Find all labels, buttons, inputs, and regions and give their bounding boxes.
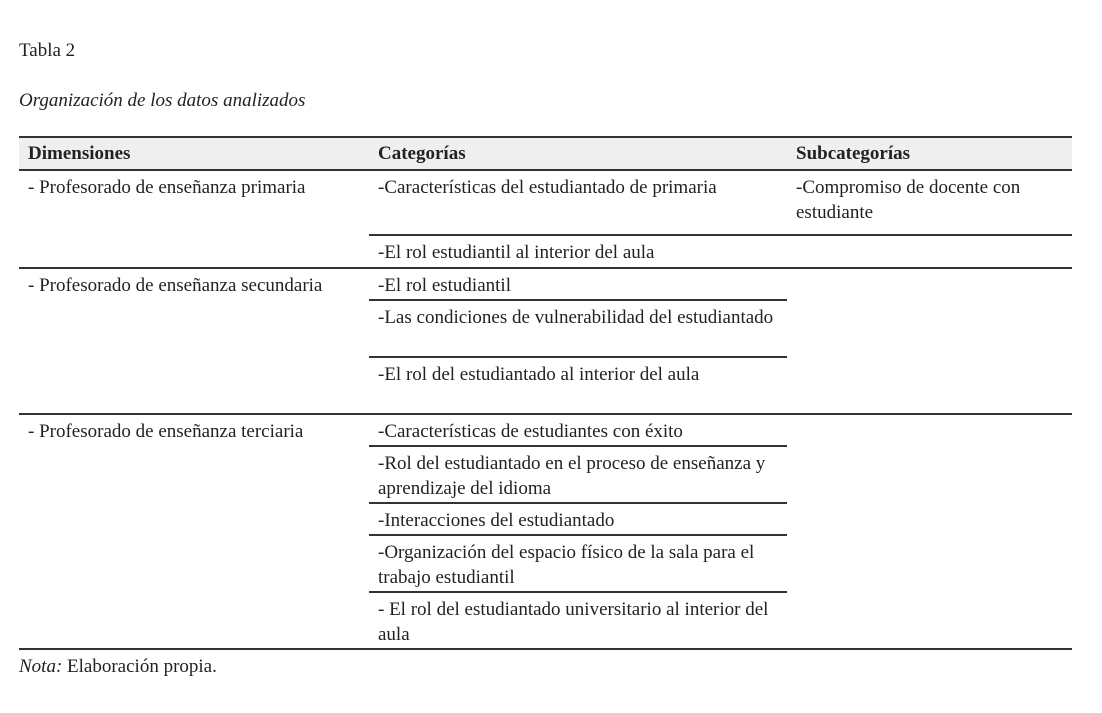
dimension-cell: - Profesorado de enseñanza secundaria [28, 275, 323, 296]
category-cell: -Características de estudiantes con éxito [369, 415, 787, 447]
header-categorias: Categorías [378, 142, 466, 164]
subcategory-cell [787, 236, 1072, 267]
header-subcategorias: Subcategorías [796, 142, 910, 164]
category-cell: -El rol estudiantil [369, 269, 787, 301]
data-table [19, 136, 1072, 650]
subcategory-cell-empty [787, 269, 1072, 413]
note-text: Elaboración propia. [62, 656, 217, 677]
table-note [19, 656, 217, 678]
dimension-cell: - Profesorado de enseñanza terciaria [28, 421, 304, 442]
category-cell: - El rol del estudiantado universitario al interior del aula [378, 599, 769, 645]
table-number: Tabla 2 [19, 40, 76, 61]
dimension-cell: - Profesorado de enseñanza primaria [28, 177, 306, 198]
table-group-terciaria [19, 415, 1072, 648]
table-caption: Organización de los datos analizados [19, 90, 306, 111]
category-cell: -Las condiciones de vulnerabilidad del estudiantado [369, 301, 787, 358]
header-dimensiones: Dimensiones [28, 142, 131, 164]
category-cell: -Rol del estudiantado en el proceso de enseñanza y aprendizaje del idioma [369, 447, 787, 504]
category-cell: -El rol del estudiantado al interior del aula [378, 364, 700, 385]
category-cell: -Interacciones del estudiantado [369, 504, 787, 536]
category-cell: -El rol estudiantil al interior del aula [378, 242, 655, 263]
table-group-secundaria [19, 269, 1072, 415]
table-header-row [19, 138, 1072, 171]
note-label: Nota: [19, 656, 63, 677]
category-cell: -Organización del espacio físico de la sala para el trabajo estudiantil [369, 536, 787, 593]
subcategory-cell: -Compromiso de docente con estudiante [796, 177, 1021, 223]
table-group-primaria [19, 171, 1072, 269]
category-cell: -Características del estudiantado de primaria [378, 177, 717, 198]
subcategory-cell-empty [787, 415, 1072, 648]
